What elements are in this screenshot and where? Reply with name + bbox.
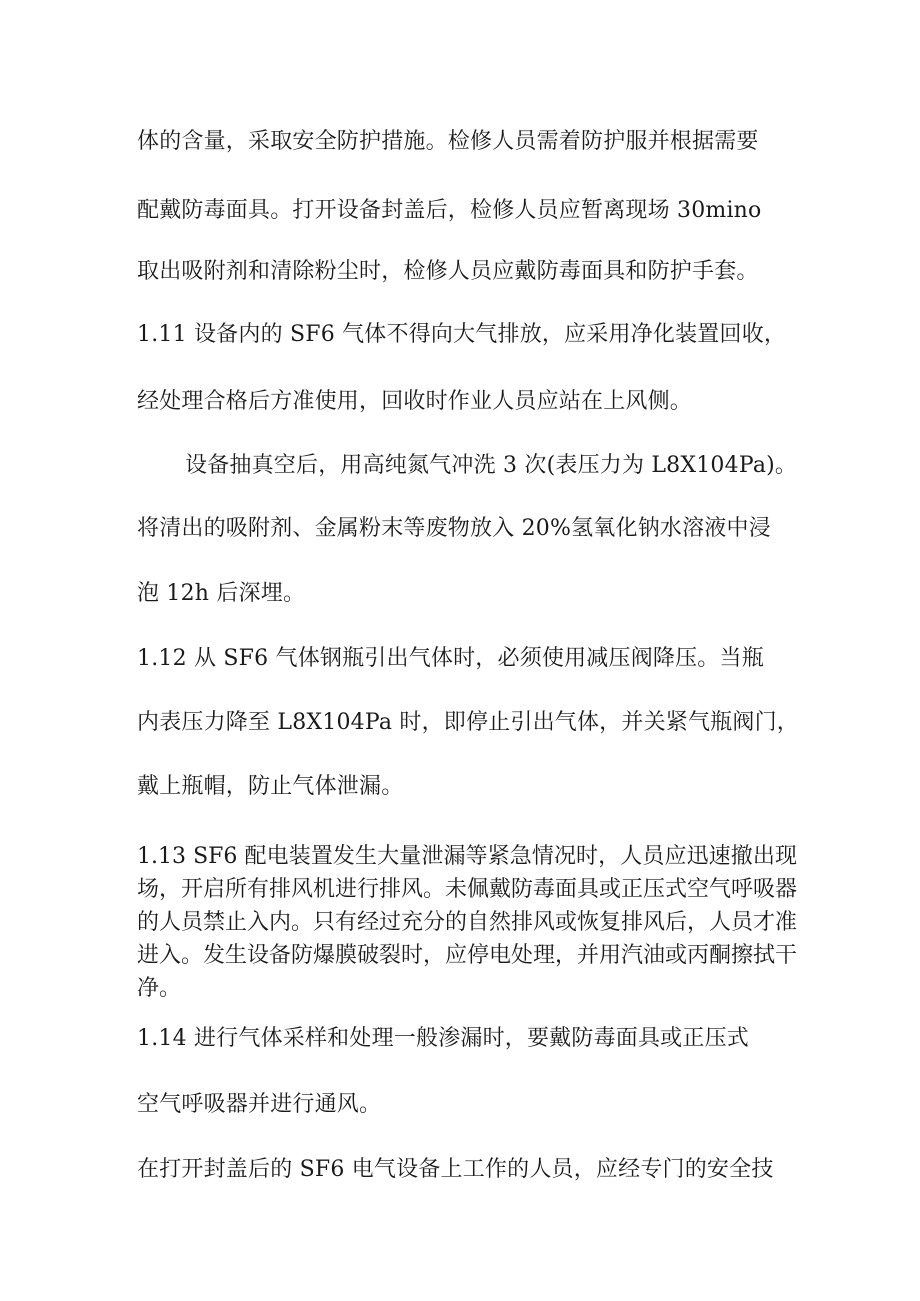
text-line: 设备抽真空后，用高纯氮气冲洗 3 次(表压力为 L8X104Pa)。 bbox=[185, 453, 798, 478]
text-line: 1.14 进行气体采样和处理一般渗漏时，要戴防毒面具或正压式 bbox=[137, 1026, 749, 1051]
text-line: 内表压力降至 L8X104Pa 时，即停止引出气体，并关紧气瓶阀门， bbox=[137, 710, 799, 735]
text-line: 配戴防毒面具。打开设备封盖后，检修人员应暂离现场 30mino bbox=[137, 198, 762, 223]
text-line: 在打开封盖后的 SF6 电气设备上工作的人员，应经专门的安全技 bbox=[137, 1157, 774, 1182]
paragraph-1-13: 1.13 SF6 配电装置发生大量泄漏等紧急情况时，人员应迅速撤出现场，开启所有排风机进行排风。未佩戴防毒面具或正压式空气呼吸器的人员禁止入内。只有经过充分的自然排风或恢复排风后，人员才准进入。发生设备防爆膜破裂时，应停电处理，并用汽油或丙酮擦拭干净。 bbox=[137, 844, 798, 1001]
text-line: 体的含量，采取安全防护措施。检修人员需着防护服并根据需要 bbox=[137, 129, 759, 154]
text-line: 空气呼吸器并进行通风。 bbox=[137, 1092, 382, 1117]
text-line: 1.11 设备内的 SF6 气体不得向大气排放，应采用净化装置回收， bbox=[137, 322, 787, 347]
text-line: 1.12 从 SF6 气体钢瓶引出气体时，必须使用减压阀降压。当瓶 bbox=[137, 646, 764, 671]
text-line: 戴上瓶帽，防止气体泄漏。 bbox=[137, 774, 404, 799]
text-line: 取出吸附剂和清除粉尘时，检修人员应戴防毒面具和防护手套。 bbox=[137, 259, 759, 284]
text-line: 泡 12h 后深埋。 bbox=[137, 581, 306, 606]
text-line: 将清出的吸附剂、金属粉末等废物放入 20%氢氧化钠水溶液中浸 bbox=[137, 516, 771, 541]
text-line: 经处理合格后方准使用，回收时作业人员应站在上风侧。 bbox=[137, 389, 693, 414]
